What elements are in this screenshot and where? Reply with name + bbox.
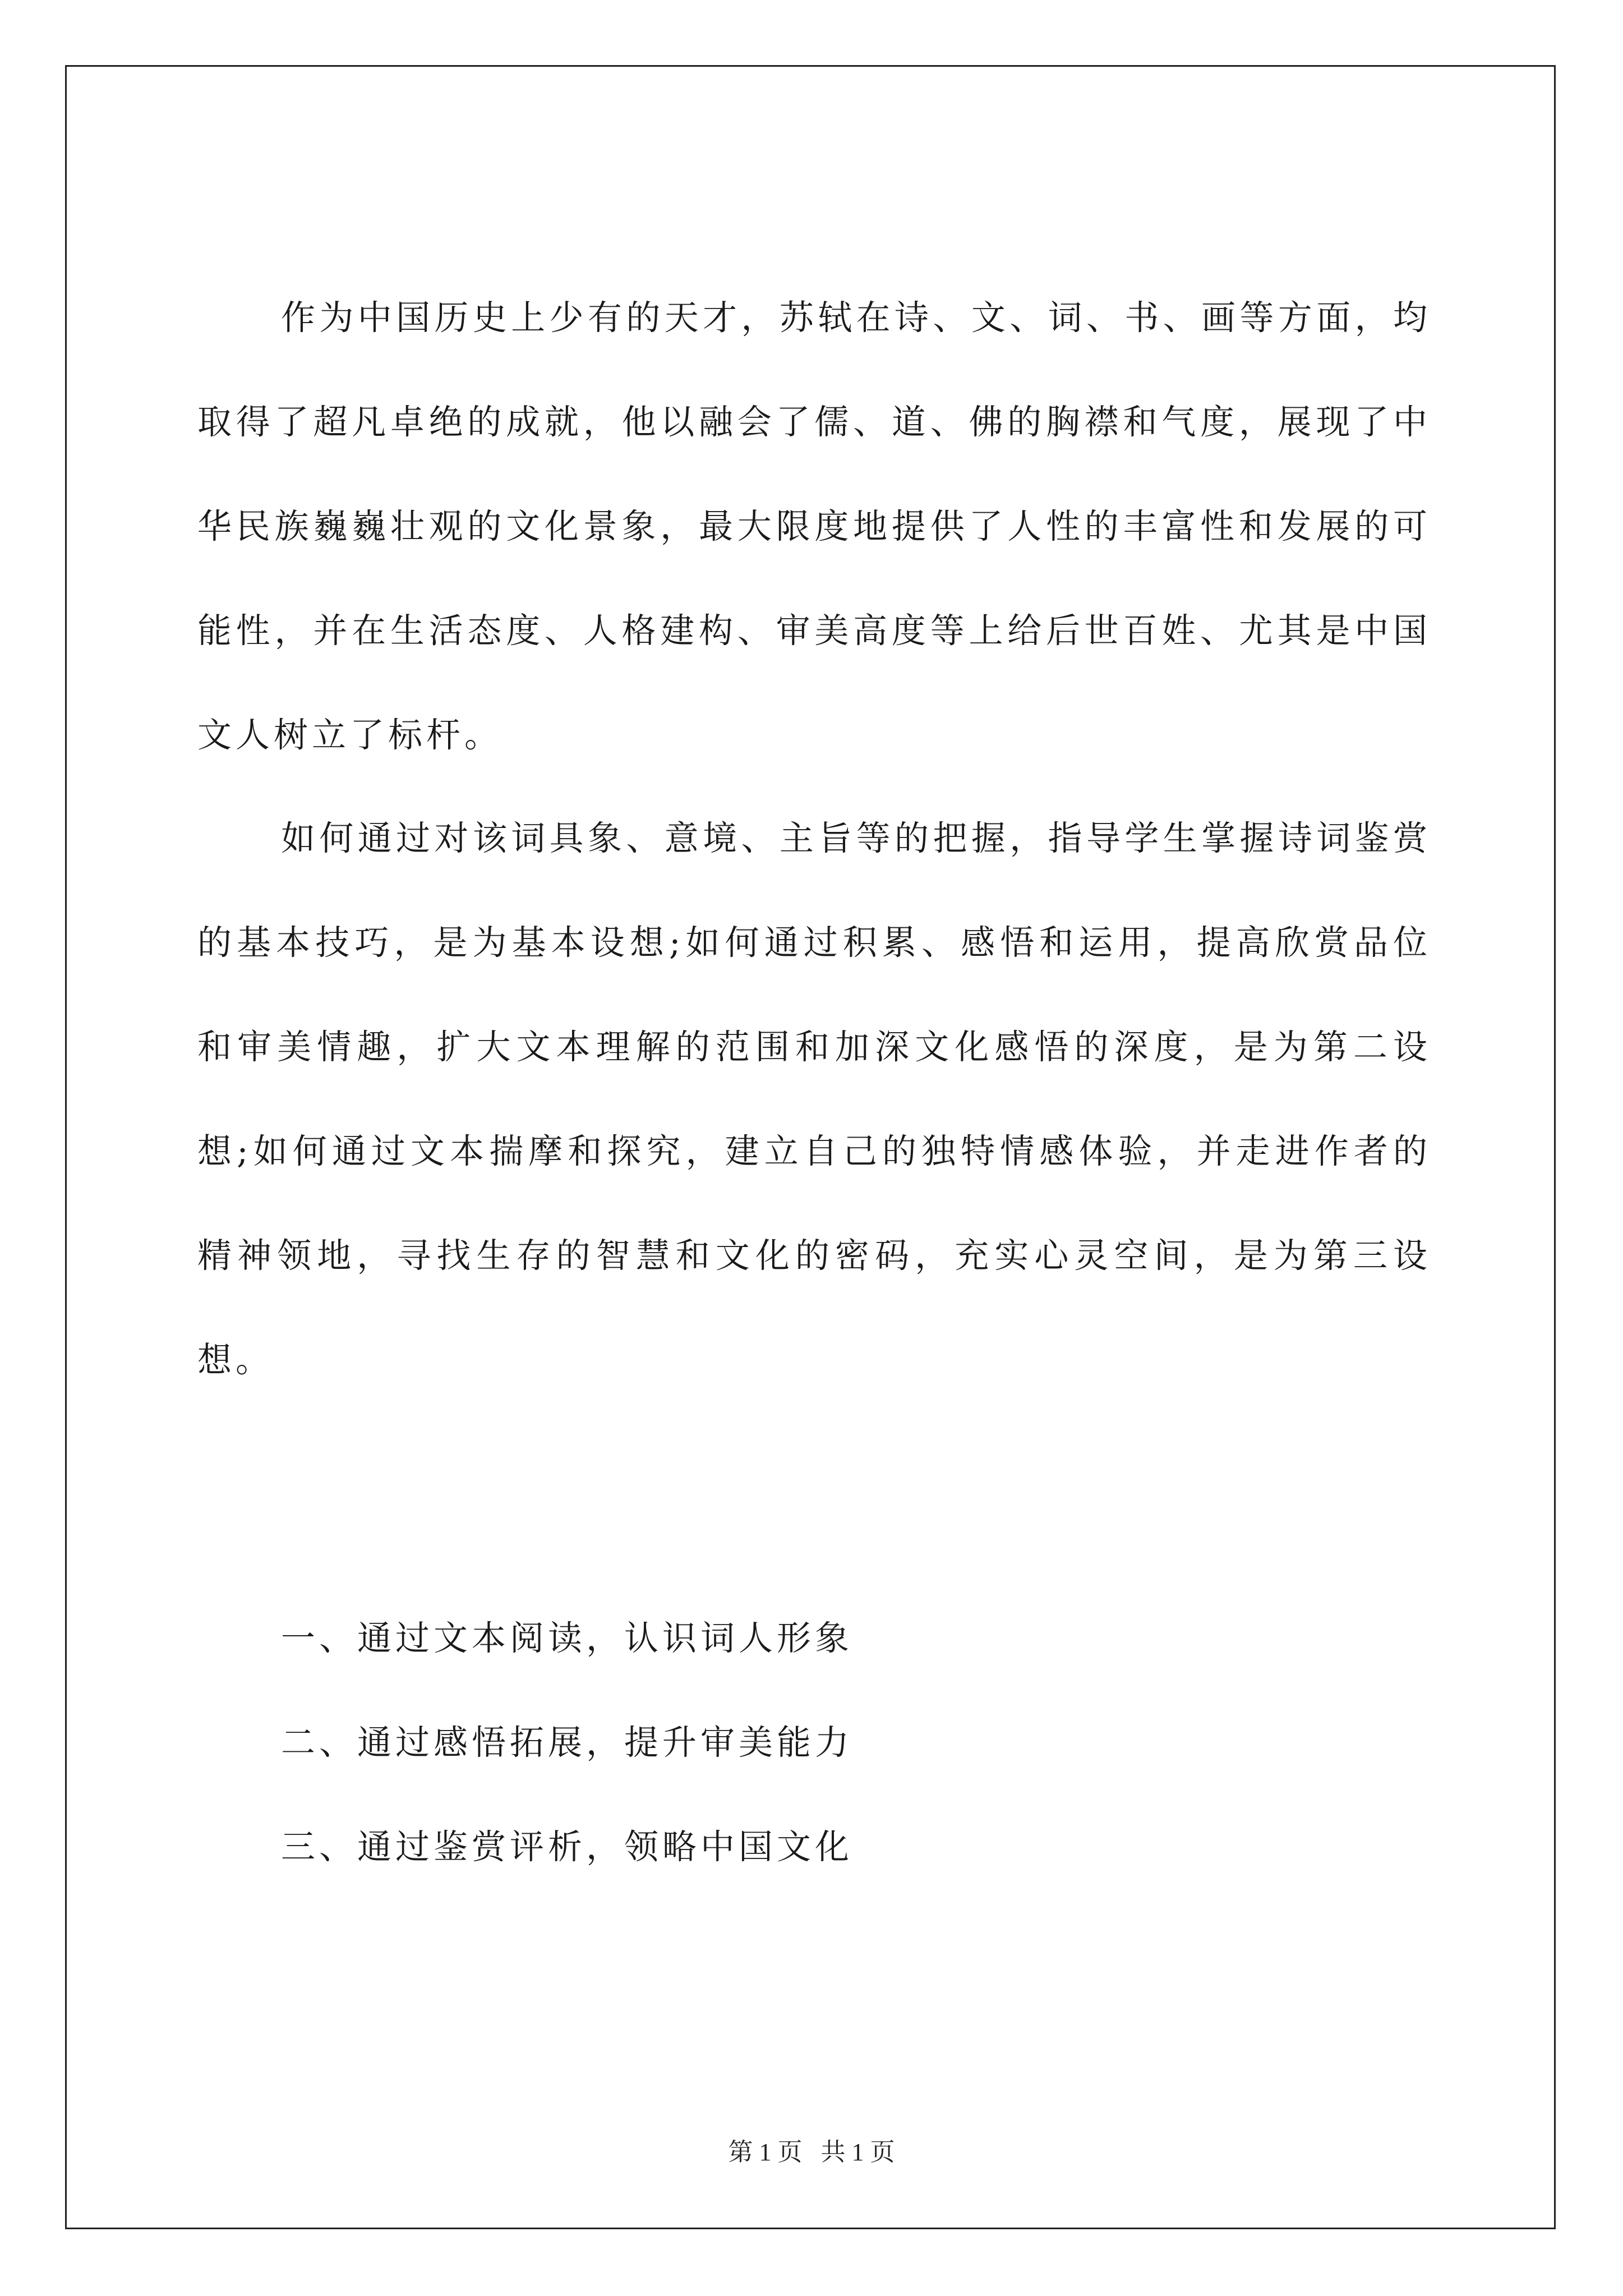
paragraph: 作为中国历史上少有的天才，苏轼在诗、文、词、书、画等方面，均取得了超凡卓绝的成就，他以融会了儒、道、佛的胸襟和气度，展现了中华民族巍巍壮观的文化景象，最大限度地提供了人性的丰富性和发展的可能性，并在生活态度、人格建构、审美高度等上给后世百姓、尤其是中国文人树立了标杆。 xyxy=(197,298,1431,755)
outline-item: 一、通过文本阅读，认识词人形象 xyxy=(281,1618,854,1658)
body-text-block xyxy=(197,266,1431,788)
paragraph: 如何通过对该词具象、意境、主旨等的把握，指导学生掌握诗词鉴赏的基本技巧，是为基本设想;如何通过积累、感悟和运用，提高欣赏品位和审美情趣，扩大文本理解的范围和加深文化感悟的深度，是为第二设想;如何通过文本揣摩和探究，建立自己的独特情感体验，并走进作者的精神领地，寻找生存的智慧和文化的密码，充实心灵空间，是为第三设想。 xyxy=(197,818,1431,1380)
page-footer: 第 1 页 共 1 页 xyxy=(728,2138,895,2166)
outline-item: 三、通过鉴赏评析，领略中国文化 xyxy=(281,1827,854,1867)
outline-item: 二、通过感悟拓展，提升审美能力 xyxy=(281,1723,854,1763)
body-text-block xyxy=(197,786,1431,1412)
